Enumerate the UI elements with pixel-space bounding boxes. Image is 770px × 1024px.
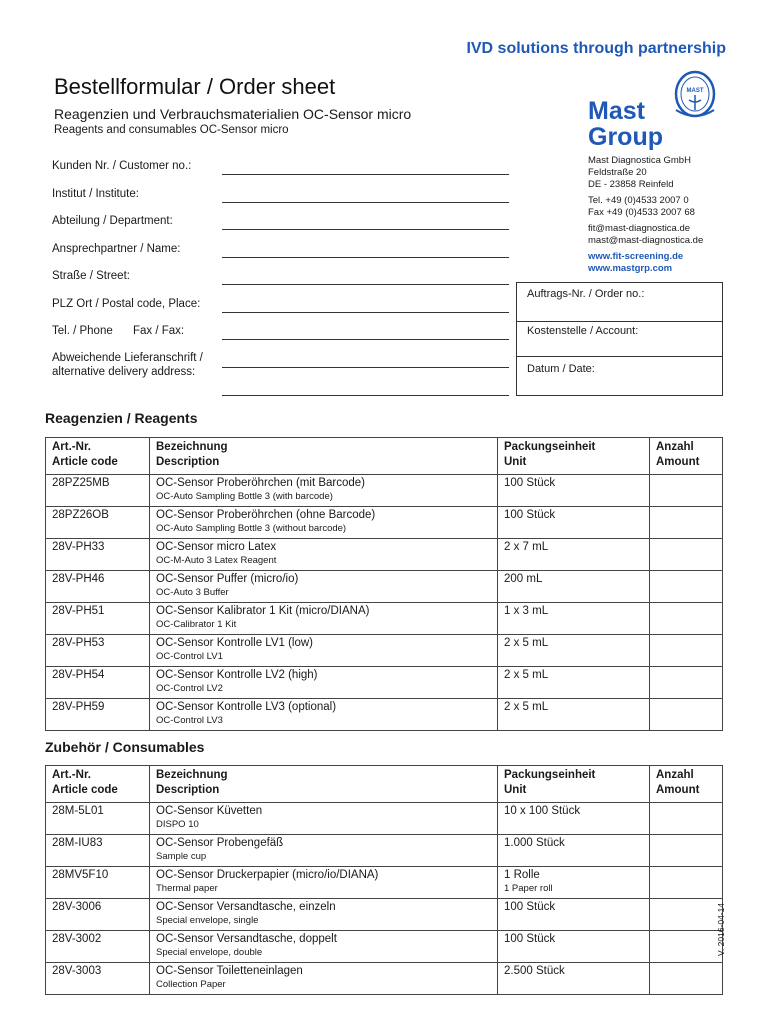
company-address xyxy=(588,155,703,275)
amount-input-cell[interactable] xyxy=(650,963,723,995)
amount-input-cell[interactable] xyxy=(650,539,723,571)
table-row xyxy=(46,603,723,635)
description-cell xyxy=(150,803,498,835)
unit-cell xyxy=(498,571,650,603)
table-row xyxy=(46,803,723,835)
description-en: OC-Calibrator 1 Kit xyxy=(156,619,237,630)
description-de: OC-Sensor Küvetten xyxy=(156,805,263,817)
article-code: 28PZ26OB xyxy=(46,507,150,539)
description-de: OC-Sensor micro Latex xyxy=(156,541,277,553)
col-unit-header: Packungseinheit Unit xyxy=(498,766,650,803)
unit-cell xyxy=(498,803,650,835)
description-de: OC-Sensor Versandtasche, einzeln xyxy=(156,901,336,913)
description-en: Sample cup xyxy=(156,851,207,862)
col-code-header: Art.-Nr. Article code xyxy=(46,766,150,803)
unit-text: 200 mL xyxy=(504,573,543,585)
amount-input-cell[interactable] xyxy=(650,667,723,699)
description-de: OC-Sensor Kontrolle LV1 (low) xyxy=(156,637,314,649)
contact-field[interactable] xyxy=(222,257,509,258)
company-email-2[interactable]: mast@mast-diagnostica.de xyxy=(588,235,704,246)
description-de: OC-Sensor Druckerpapier (micro/io/DIANA) xyxy=(156,869,379,881)
unit-cell xyxy=(498,507,650,539)
unit-cell xyxy=(498,539,650,571)
description-cell xyxy=(150,835,498,867)
amount-input-cell[interactable] xyxy=(650,835,723,867)
article-code: 28M-IU83 xyxy=(46,835,150,867)
table-row xyxy=(46,899,723,931)
amount-input-cell[interactable] xyxy=(650,571,723,603)
description-en: OC-M-Auto 3 Latex Reagent xyxy=(156,555,277,566)
col-qty-header: Anzahl Amount xyxy=(650,766,723,803)
phone-fax-field[interactable] xyxy=(222,339,509,340)
unit-text: 100 Stück xyxy=(504,509,556,521)
amount-input-cell[interactable] xyxy=(650,507,723,539)
amount-input-cell[interactable] xyxy=(650,931,723,963)
description-de: OC-Sensor Kalibrator 1 Kit (micro/DIANA) xyxy=(156,605,370,617)
table-row xyxy=(46,635,723,667)
amount-input-cell[interactable] xyxy=(650,867,723,899)
description-en: OC-Control LV3 xyxy=(156,715,223,726)
account-cell[interactable] xyxy=(517,322,722,357)
company-tel: Tel. +49 (0)4533 2007 0 xyxy=(588,195,689,206)
description-cell xyxy=(150,603,498,635)
unit-cell xyxy=(498,963,650,995)
description-en: Collection Paper xyxy=(156,979,226,990)
postal-field[interactable] xyxy=(222,312,509,313)
table-row xyxy=(46,539,723,571)
description-de: OC-Sensor Puffer (micro/io) xyxy=(156,573,299,585)
company-web-1[interactable]: www.fit-screening.de xyxy=(588,251,684,262)
description-en: Thermal paper xyxy=(156,883,218,894)
version-label: V. 2016-04-14 xyxy=(716,902,726,956)
description-de: OC-Sensor Probengefäß xyxy=(156,837,284,849)
institute-field[interactable] xyxy=(222,202,509,203)
article-code: 28V-PH51 xyxy=(46,603,150,635)
unit-cell xyxy=(498,475,650,507)
unit-text: 1 Rolle xyxy=(504,869,540,881)
unit-cell xyxy=(498,931,650,963)
article-code: 28V-PH46 xyxy=(46,571,150,603)
article-code: 28M-5L01 xyxy=(46,803,150,835)
col-desc-header: Bezeichnung Description xyxy=(150,766,498,803)
logo-line-1: Mast xyxy=(588,97,645,125)
amount-input-cell[interactable] xyxy=(650,699,723,731)
unit-text: 2 x 7 mL xyxy=(504,541,549,553)
street-label: Straße / Street: xyxy=(52,270,130,282)
description-cell xyxy=(150,931,498,963)
unit-text: 100 Stück xyxy=(504,933,556,945)
tagline: IVD solutions through partnership xyxy=(466,40,726,57)
alt-address-label-2: alternative delivery address: xyxy=(52,366,196,378)
company-email-1[interactable]: fit@mast-diagnostica.de xyxy=(588,223,691,234)
page-title: Bestellformular / Order sheet xyxy=(54,74,336,99)
table-row xyxy=(46,699,723,731)
phone-label: Tel. / Phone xyxy=(52,325,113,337)
article-code: 28MV5F10 xyxy=(46,867,150,899)
unit-text: 2 x 5 mL xyxy=(504,669,549,681)
description-en: OC-Control LV1 xyxy=(156,651,223,662)
table-row xyxy=(46,667,723,699)
article-code: 28V-PH53 xyxy=(46,635,150,667)
amount-input-cell[interactable] xyxy=(650,635,723,667)
col-unit-header: Packungseinheit Unit xyxy=(498,438,650,475)
unit-text: 10 x 100 Stück xyxy=(504,805,581,817)
table-row xyxy=(46,507,723,539)
unit-text: 2.500 Stück xyxy=(504,965,565,977)
institute-label: Institut / Institute: xyxy=(52,188,139,200)
unit-text: 100 Stück xyxy=(504,901,556,913)
article-code: 28V-3006 xyxy=(46,899,150,931)
table-header-row xyxy=(46,438,723,475)
company-name: Mast Diagnostica GmbH xyxy=(588,155,691,166)
unit-cell xyxy=(498,899,650,931)
article-code: 28V-3002 xyxy=(46,931,150,963)
table-row xyxy=(46,835,723,867)
table-header-row xyxy=(46,766,723,803)
postal-label: PLZ Ort / Postal code, Place: xyxy=(52,298,201,310)
article-code: 28V-3003 xyxy=(46,963,150,995)
company-web-2[interactable]: www.mastgrp.com xyxy=(588,263,673,274)
company-fax: Fax +49 (0)4533 2007 68 xyxy=(588,207,695,218)
col-desc-header: Bezeichnung Description xyxy=(150,438,498,475)
article-code: 28V-PH33 xyxy=(46,539,150,571)
unit-text: 100 Stück xyxy=(504,477,556,489)
alt-address-field-2[interactable] xyxy=(222,395,509,396)
col-qty-header: Anzahl Amount xyxy=(650,438,723,475)
amount-input-cell[interactable] xyxy=(650,899,723,931)
order-no-label: Auftrags-Nr. / Order no.: xyxy=(527,288,645,300)
description-en: OC-Auto Sampling Bottle 3 (without barcode) xyxy=(156,523,347,534)
description-cell xyxy=(150,667,498,699)
description-cell xyxy=(150,699,498,731)
contact-label: Ansprechpartner / Name: xyxy=(52,243,181,255)
description-de: OC-Sensor Proberöhrchen (ohne Barcode) xyxy=(156,509,376,521)
description-cell xyxy=(150,475,498,507)
fax-label: Fax / Fax: xyxy=(133,325,185,337)
unit-cell xyxy=(498,867,650,899)
amount-input-cell[interactable] xyxy=(650,475,723,507)
description-cell xyxy=(150,867,498,899)
article-code: 28V-PH59 xyxy=(46,699,150,731)
description-de: OC-Sensor Kontrolle LV2 (high) xyxy=(156,669,318,681)
description-cell xyxy=(150,963,498,995)
consumables-table xyxy=(45,765,723,995)
description-en: DISPO 10 xyxy=(156,819,199,830)
col-code-header: Art.-Nr. Article code xyxy=(46,438,150,475)
unit-cell xyxy=(498,635,650,667)
amount-input-cell[interactable] xyxy=(650,603,723,635)
alt-address-label-1: Abweichende Lieferanschrift / xyxy=(52,352,203,364)
unit-text: 1 x 3 mL xyxy=(504,605,549,617)
article-code: 28V-PH54 xyxy=(46,667,150,699)
reagents-table xyxy=(45,437,723,731)
description-cell xyxy=(150,635,498,667)
logo-line-2: Group xyxy=(588,123,663,151)
company-city: DE - 23858 Reinfeld xyxy=(588,179,674,190)
alt-address-field-1[interactable] xyxy=(222,367,509,368)
unit-text: 1.000 Stück xyxy=(504,837,565,849)
table-row xyxy=(46,571,723,603)
street-field[interactable] xyxy=(222,284,509,285)
order-no-cell[interactable] xyxy=(517,283,722,322)
description-cell xyxy=(150,539,498,571)
mast-group-logo xyxy=(588,70,728,150)
description-cell xyxy=(150,899,498,931)
description-de: OC-Sensor Toiletteneinlagen xyxy=(156,965,303,977)
description-de: OC-Sensor Kontrolle LV3 (optional) xyxy=(156,701,337,713)
unit-cell xyxy=(498,835,650,867)
account-label: Kostenstelle / Account: xyxy=(527,325,639,337)
table-row xyxy=(46,931,723,963)
article-code: 28PZ25MB xyxy=(46,475,150,507)
unit-cell xyxy=(498,699,650,731)
subtitle-english: Reagents and consumables OC-Sensor micro xyxy=(54,124,289,136)
description-en: OC-Auto 3 Buffer xyxy=(156,587,229,598)
customer-no-field[interactable] xyxy=(222,174,509,175)
department-label: Abteilung / Department: xyxy=(52,215,173,227)
date-label: Datum / Date: xyxy=(527,363,595,375)
description-de: OC-Sensor Proberöhrchen (mit Barcode) xyxy=(156,477,365,489)
company-street: Feldstraße 20 xyxy=(588,167,647,178)
description-cell xyxy=(150,571,498,603)
description-en: Special envelope, single xyxy=(156,915,259,926)
consumables-section-title: Zubehör / Consumables xyxy=(45,739,205,755)
date-cell[interactable] xyxy=(517,357,722,395)
table-row xyxy=(46,867,723,899)
unit-cell xyxy=(498,667,650,699)
unit-text: 2 x 5 mL xyxy=(504,701,549,713)
amount-input-cell[interactable] xyxy=(650,803,723,835)
table-row xyxy=(46,475,723,507)
description-cell xyxy=(150,507,498,539)
order-info-box xyxy=(516,282,723,396)
unit-subtext: 1 Paper roll xyxy=(504,883,553,894)
description-en: OC-Auto Sampling Bottle 3 (with barcode) xyxy=(156,491,333,502)
description-de: OC-Sensor Versandtasche, doppelt xyxy=(156,933,337,945)
seal-text: MAST xyxy=(686,88,704,94)
unit-text: 2 x 5 mL xyxy=(504,637,549,649)
reagents-section-title: Reagenzien / Reagents xyxy=(45,410,198,426)
unit-cell xyxy=(498,603,650,635)
description-en: Special envelope, double xyxy=(156,947,263,958)
subtitle-german: Reagenzien und Verbrauchsmaterialien OC-Sensor micro xyxy=(54,106,412,122)
table-row xyxy=(46,963,723,995)
mast-seal-icon xyxy=(664,70,726,126)
description-en: OC-Control LV2 xyxy=(156,683,223,694)
department-field[interactable] xyxy=(222,229,509,230)
customer-no-label: Kunden Nr. / Customer no.: xyxy=(52,160,192,172)
